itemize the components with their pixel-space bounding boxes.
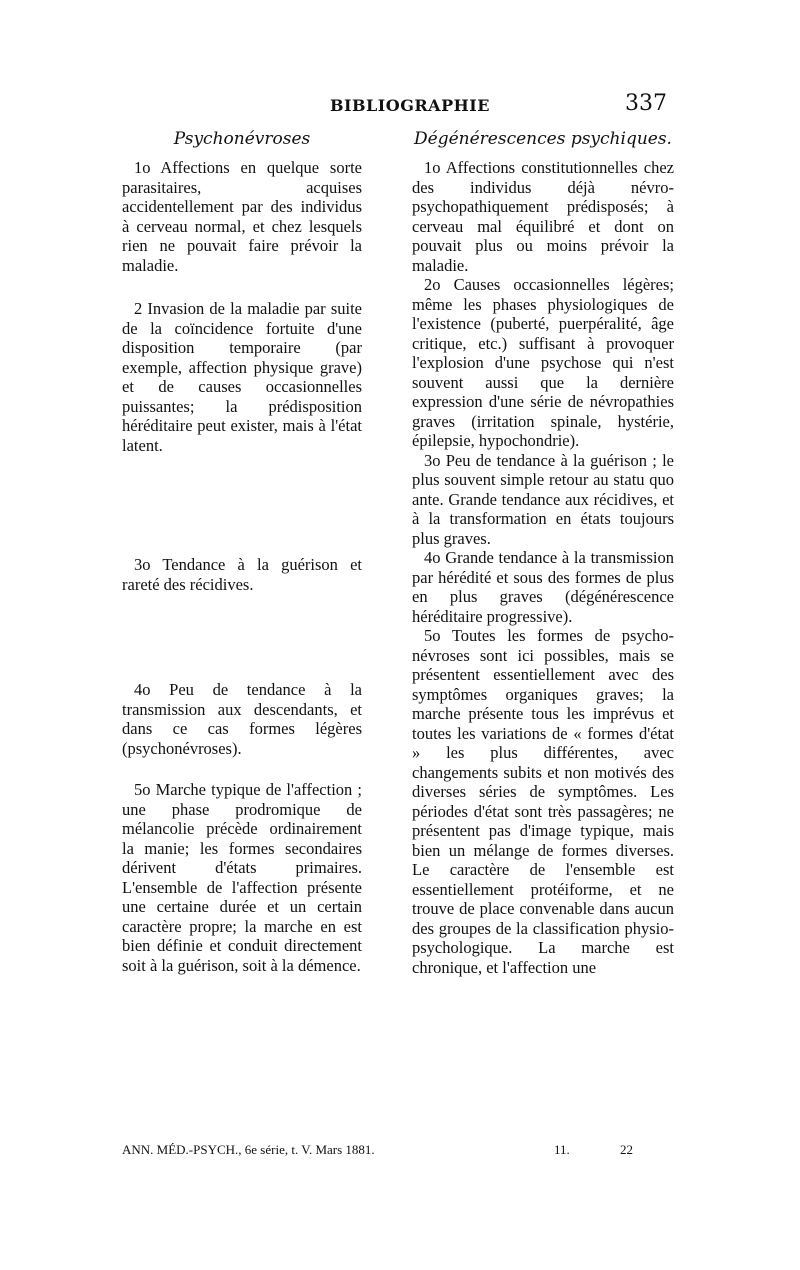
footer-sheet-number: 11. (554, 1142, 570, 1157)
running-header: BIBLIOGRAPHIE (330, 96, 490, 115)
right-column (412, 128, 674, 977)
left-paragraph-5: 5o Marche typique de l'affection ; une phase prodromique de mélancolie précède ordinairement la manie; les formes secondaires dérivent d'états primaires. L'ensemble de l'affection présente une certaine durée et un certain caractère propre; la marche en est bien définie et conduit directement soit à la guérison, soit à la démence. (122, 780, 362, 975)
right-column-heading: Dégénérescences psychiques. (414, 129, 672, 149)
left-paragraph-4: 4o Peu de tendance à la transmission aux descendants, et dans ce cas formes légères (psychonévroses). (122, 680, 362, 758)
left-paragraph-1: 1o Affections en quelque sorte parasitaires, acquises accidentellement par des individus à cerveau normal, et chez lesquels rien ne pouvait faire prévoir la maladie. (122, 158, 362, 275)
right-paragraph-2: 2o Causes occasionnelles légères; même les phases physiologiques de l'existence (puberté, puerpéralité, âge critique, etc.) suffisant à provoquer l'explosion d'une psychose qui n'est souvent aussi que la dernière expression d'une série de névropathies graves (irritation spinale, hystérie, épilepsie, hypochondrie). (412, 275, 674, 450)
left-paragraph-2: 2 Invasion de la maladie par suite de la coïncidence fortuite d'une disposition temporaire (par exemple, affection physique grave) et de causes occasionnelles puissantes; la prédisposition héréditaire peut exister, mais à l'état latent. (122, 299, 362, 455)
footer-signature: 22 (620, 1142, 633, 1157)
right-paragraph-5: 5o Toutes les formes de psycho-névroses sont ici possibles, mais se présentent essentiellement avec des symptômes organiques graves; la marche présente tous les imprévus et toutes les variations de « formes d'état » les plus différentes, avec changements subits et non motivés des diverses séries de symptômes. Les périodes d'état sont très passagères; ne présentent pas d'image typique, mais bien un mélange de formes diverses. Le caractère de l'ensemble est essentiellement protéiforme, et ne trouve de place convenable dans aucun des groupes de la classification physio-psychologique. La marche est chronique, et l'affection une (412, 626, 674, 977)
left-column-heading: Psychonévroses (173, 129, 311, 149)
right-paragraph-1: 1o Affections constitutionnelles chez des individus déjà névro-psychopathiquement prédisposés; à cerveau mal équilibré et dont on pouvait plus ou moins prévoir la maladie. (412, 158, 674, 275)
left-column (122, 128, 362, 975)
right-paragraph-4: 4o Grande tendance à la transmission par hérédité et sous des formes de plus en plus graves (dégénérescence héréditaire progressive). (412, 548, 674, 626)
right-paragraph-3: 3o Peu de tendance à la guérison ; le plus souvent simple retour au statu quo ante. Grande tendance aux récidives, et à la transformation en états toujours plus graves. (412, 450, 674, 548)
footer-citation: ANN. MÉD.-PSYCH., 6e série, t. V. Mars 1881. (122, 1142, 375, 1157)
page-number: 337 (625, 91, 667, 116)
left-paragraph-3: 3o Tendance à la guérison et rareté des récidives. (122, 555, 362, 594)
